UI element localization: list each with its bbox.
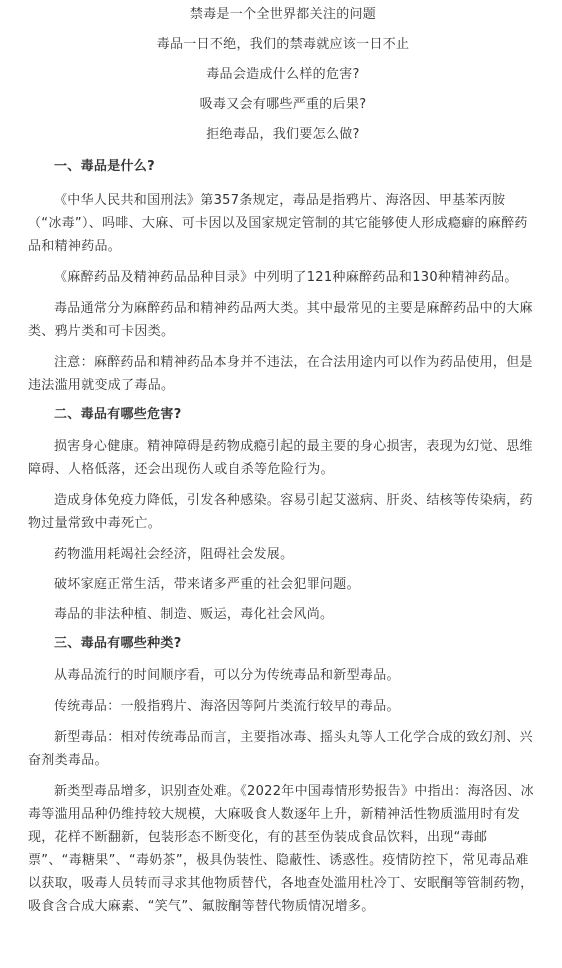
section-what-is-drug — [28, 157, 538, 397]
section-drug-types — [28, 634, 538, 918]
intro-block — [28, 0, 538, 155]
paragraph: 新型毒品：相对传统毒品而言，主要指冰毒、摇头丸等人工化学合成的致幻剂、兴奋剂类毒品。 — [28, 730, 533, 768]
paragraph: 损害身心健康。精神障碍是药物成瘾引起的最主要的身心损害，表现为幻觉、思维障碍、人格低落，还会出现伤人或自杀等危险行为。 — [28, 439, 533, 477]
section-heading: 一、毒品是什么? — [54, 159, 155, 174]
section-heading: 二、毒品有哪些危害? — [54, 407, 182, 422]
paragraph: 破坏家庭正常生活，带来诸多严重的社会犯罪问题。 — [54, 577, 360, 592]
paragraph: 《中华人民共和国刑法》第357条规定，毒品是指鸦片、海洛因、甲基苯丙胺（“冰毒”）、吗啡、大麻、可卡因以及国家规定管制的其它能够使人形成瘾癖的麻醉药品和精神药品。 — [28, 193, 528, 254]
paragraph: 《麻醉药品及精神药品品种目录》中列明了121种麻醉药品和130种精神药品。 — [54, 270, 518, 285]
paragraph: 注意：麻醉药品和精神药品本身并不违法，在合法用途内可以作为药品使用，但是违法滥用就变成了毒品。 — [28, 355, 533, 393]
section-drug-harms — [28, 405, 538, 626]
paragraph: 传统毒品：一般指鸦片、海洛因等阿片类流行较早的毒品。 — [54, 699, 400, 714]
intro-line: 吸毒又会有哪些严重的后果? — [199, 97, 367, 112]
paragraph: 毒品通常分为麻醉药品和精神药品两大类。其中最常见的主要是麻醉药品中的大麻类、鸦片类和可卡因类。 — [28, 301, 533, 339]
section-heading: 三、毒品有哪些种类? — [54, 636, 182, 651]
intro-line: 拒绝毒品，我们要怎么做? — [206, 127, 360, 142]
paragraph: 新类型毒品增多，识别查处难。《2022年中国毒情形势报告》中指出：海洛因、冰毒等滥用品种仍维持较大规模，大麻吸食人数逐年上升，新精神活性物质滥用时有发现，花样不断翻新，包装形态不断变化，有的甚至伪装成食品饮料，出现“毒邮票”、“毒糖果”、“毒奶茶”，极具伪装性、隐蔽性、诱惑性。疫情防控下，常见毒品难以获取，吸毒人员转而寻求其他物质替代，各地查处滥用杜冷丁、安眠酮等管制药物，吸食含合成大麻素、“笑气”、氟胺酮等替代物质情况增多。 — [28, 784, 534, 914]
paragraph: 药物滥用耗竭社会经济，阻碍社会发展。 — [54, 547, 294, 562]
paragraph: 毒品的非法种植、制造、贩运，毒化社会风尚。 — [54, 607, 334, 622]
paragraph: 从毒品流行的时间顺序看，可以分为传统毒品和新型毒品。 — [54, 668, 400, 683]
paragraph: 造成身体免疫力降低，引发各种感染。容易引起艾滋病、肝炎、结核等传染病，药物过量常致中毒死亡。 — [28, 493, 533, 531]
intro-line: 毒品一日不绝，我们的禁毒就应该一日不止 — [156, 37, 410, 52]
intro-line: 禁毒是一个全世界都关注的问题 — [189, 7, 377, 22]
intro-line: 毒品会造成什么样的危害? — [206, 67, 360, 82]
